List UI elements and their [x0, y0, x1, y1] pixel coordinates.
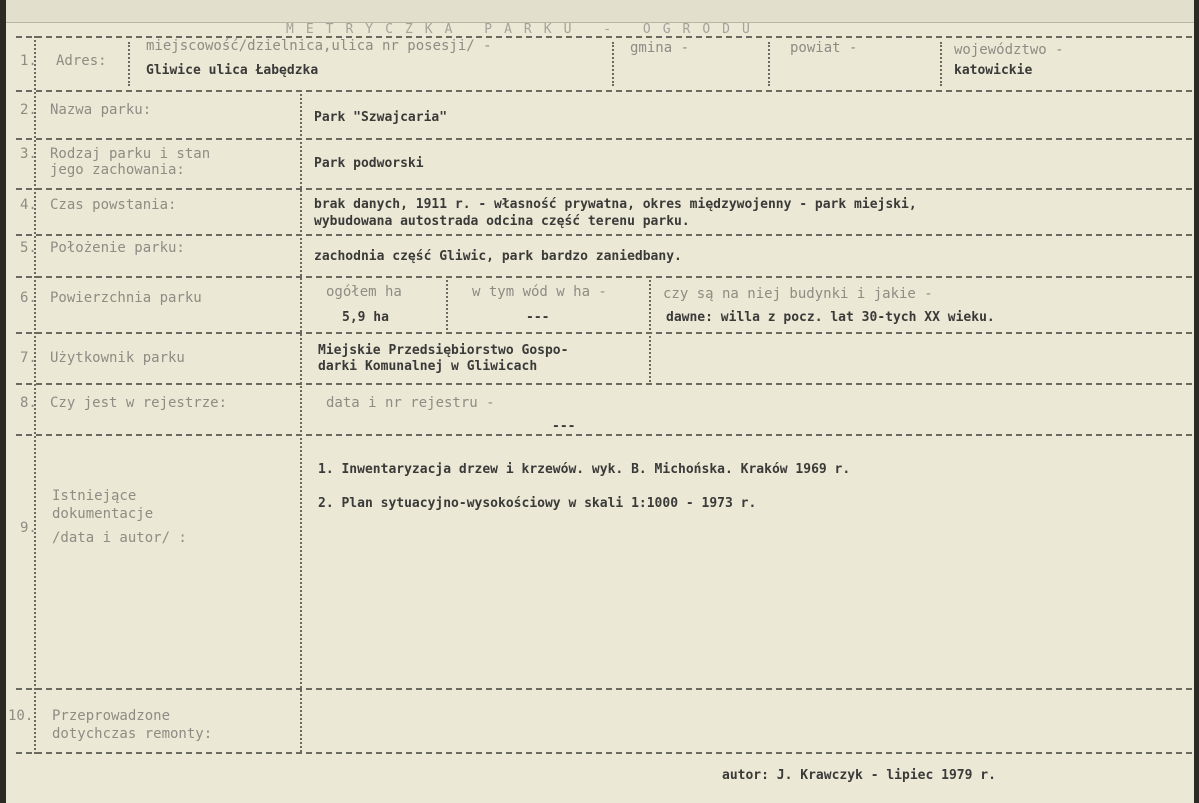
top-paper-strip	[6, 0, 1194, 23]
gmina-header: gmina -	[630, 40, 690, 56]
buildings-value: dawne: willa z pocz. lat 30-tych XX wieku.	[666, 310, 995, 325]
form-sheet	[6, 0, 1194, 803]
park-type-value: Park podworski	[314, 156, 424, 171]
row-number-9: 9.	[20, 520, 37, 536]
column-separator	[768, 42, 770, 86]
rule-line	[16, 752, 1192, 754]
column-separator	[612, 42, 614, 86]
rule-line	[16, 276, 1192, 278]
documentation-item-1: 1. Inwentaryzacja drzew i krzewów. wyk. B. Michońska. Kraków 1969 r.	[318, 462, 851, 477]
repairs-label-line1: Przeprowadzone	[52, 708, 171, 724]
column-separator	[128, 42, 130, 86]
documentation-label-line3: /data i autor/ :	[52, 530, 187, 546]
locality-header: miejscowość/dzielnica,ulica nr posesji/ -	[146, 38, 492, 54]
column-separator	[649, 280, 651, 382]
area-total-header: ogółem ha	[326, 284, 402, 300]
rule-line	[16, 383, 1192, 385]
voivodeship-value: katowickie	[954, 63, 1033, 78]
creation-time-value-line1: brak danych, 1911 r. - własność prywatna, okres międzywojenny - park miejski,	[314, 197, 917, 212]
rule-line	[16, 688, 1192, 690]
form-title: METRYCZKA PARKU - OGRODU	[286, 22, 762, 37]
column-separator	[940, 42, 942, 86]
voivodeship-header: województwo -	[954, 42, 1064, 58]
row-number-2: 2.	[20, 102, 37, 118]
area-label: Powierzchnia parku	[50, 290, 202, 306]
row-number-4: 4.	[20, 197, 37, 213]
rule-line	[16, 434, 1192, 436]
park-name-label: Nazwa parku:	[50, 102, 152, 118]
documentation-item-2: 2. Plan sytuacyjno-wysokościowy w skali 1:1000 - 1973 r.	[318, 496, 757, 511]
rule-line	[16, 138, 1192, 140]
rule-line	[16, 188, 1192, 190]
row-number-8: 8.	[20, 395, 37, 411]
register-value: ---	[552, 419, 576, 434]
powiat-header: powiat -	[790, 40, 858, 56]
row-number-5: 5.	[20, 240, 37, 256]
row-number-6: 6.	[20, 290, 37, 306]
location-label: Położenie parku:	[50, 240, 185, 256]
park-type-label-line1: Rodzaj parku i stan	[50, 146, 211, 162]
creation-time-label: Czas powstania:	[50, 197, 177, 213]
row-number-1: 1.	[20, 53, 37, 69]
address-label: Adres:	[56, 53, 107, 69]
rule-line	[16, 90, 1192, 92]
owner-label: Użytkownik parku	[50, 350, 185, 366]
rule-line	[16, 332, 1192, 334]
area-total-value: 5,9 ha	[342, 310, 389, 325]
documentation-label-line1: Istniejące	[52, 488, 137, 504]
author-signature-line: autor: J. Krawczyk - lipiec 1979 r.	[722, 768, 996, 783]
register-label: Czy jest w rejestrze:	[50, 395, 228, 411]
column-separator	[300, 90, 302, 752]
water-area-header: w tym wód w ha -	[472, 284, 607, 300]
column-separator	[446, 280, 448, 330]
row-number-3: 3.	[20, 146, 37, 162]
owner-value-line2: darki Komunalnej w Gliwicach	[318, 359, 538, 374]
park-name-value: Park "Szwajcaria"	[314, 110, 448, 125]
location-value: zachodnia część Gliwic, park bardzo zaniedbany.	[314, 249, 682, 264]
locality-value: Gliwice ulica Łabędzka	[146, 63, 319, 78]
row-number-7: 7.	[20, 350, 37, 366]
repairs-label-line2: dotychczas remonty:	[52, 726, 213, 742]
rule-line	[16, 234, 1192, 236]
water-area-value: ---	[526, 310, 550, 325]
documentation-label-line2: dokumentacje	[52, 506, 154, 522]
owner-value-line1: Miejskie Przedsiębiorstwo Gospo-	[318, 343, 569, 358]
park-type-label-line2: jego zachowania:	[50, 162, 185, 178]
creation-time-value-line2: wybudowana autostrada odcina część terenu parku.	[314, 214, 690, 229]
buildings-header: czy są na niej budynki i jakie -	[663, 286, 933, 302]
row-number-10: 10.	[8, 708, 34, 724]
register-header: data i nr rejestru -	[326, 395, 495, 411]
